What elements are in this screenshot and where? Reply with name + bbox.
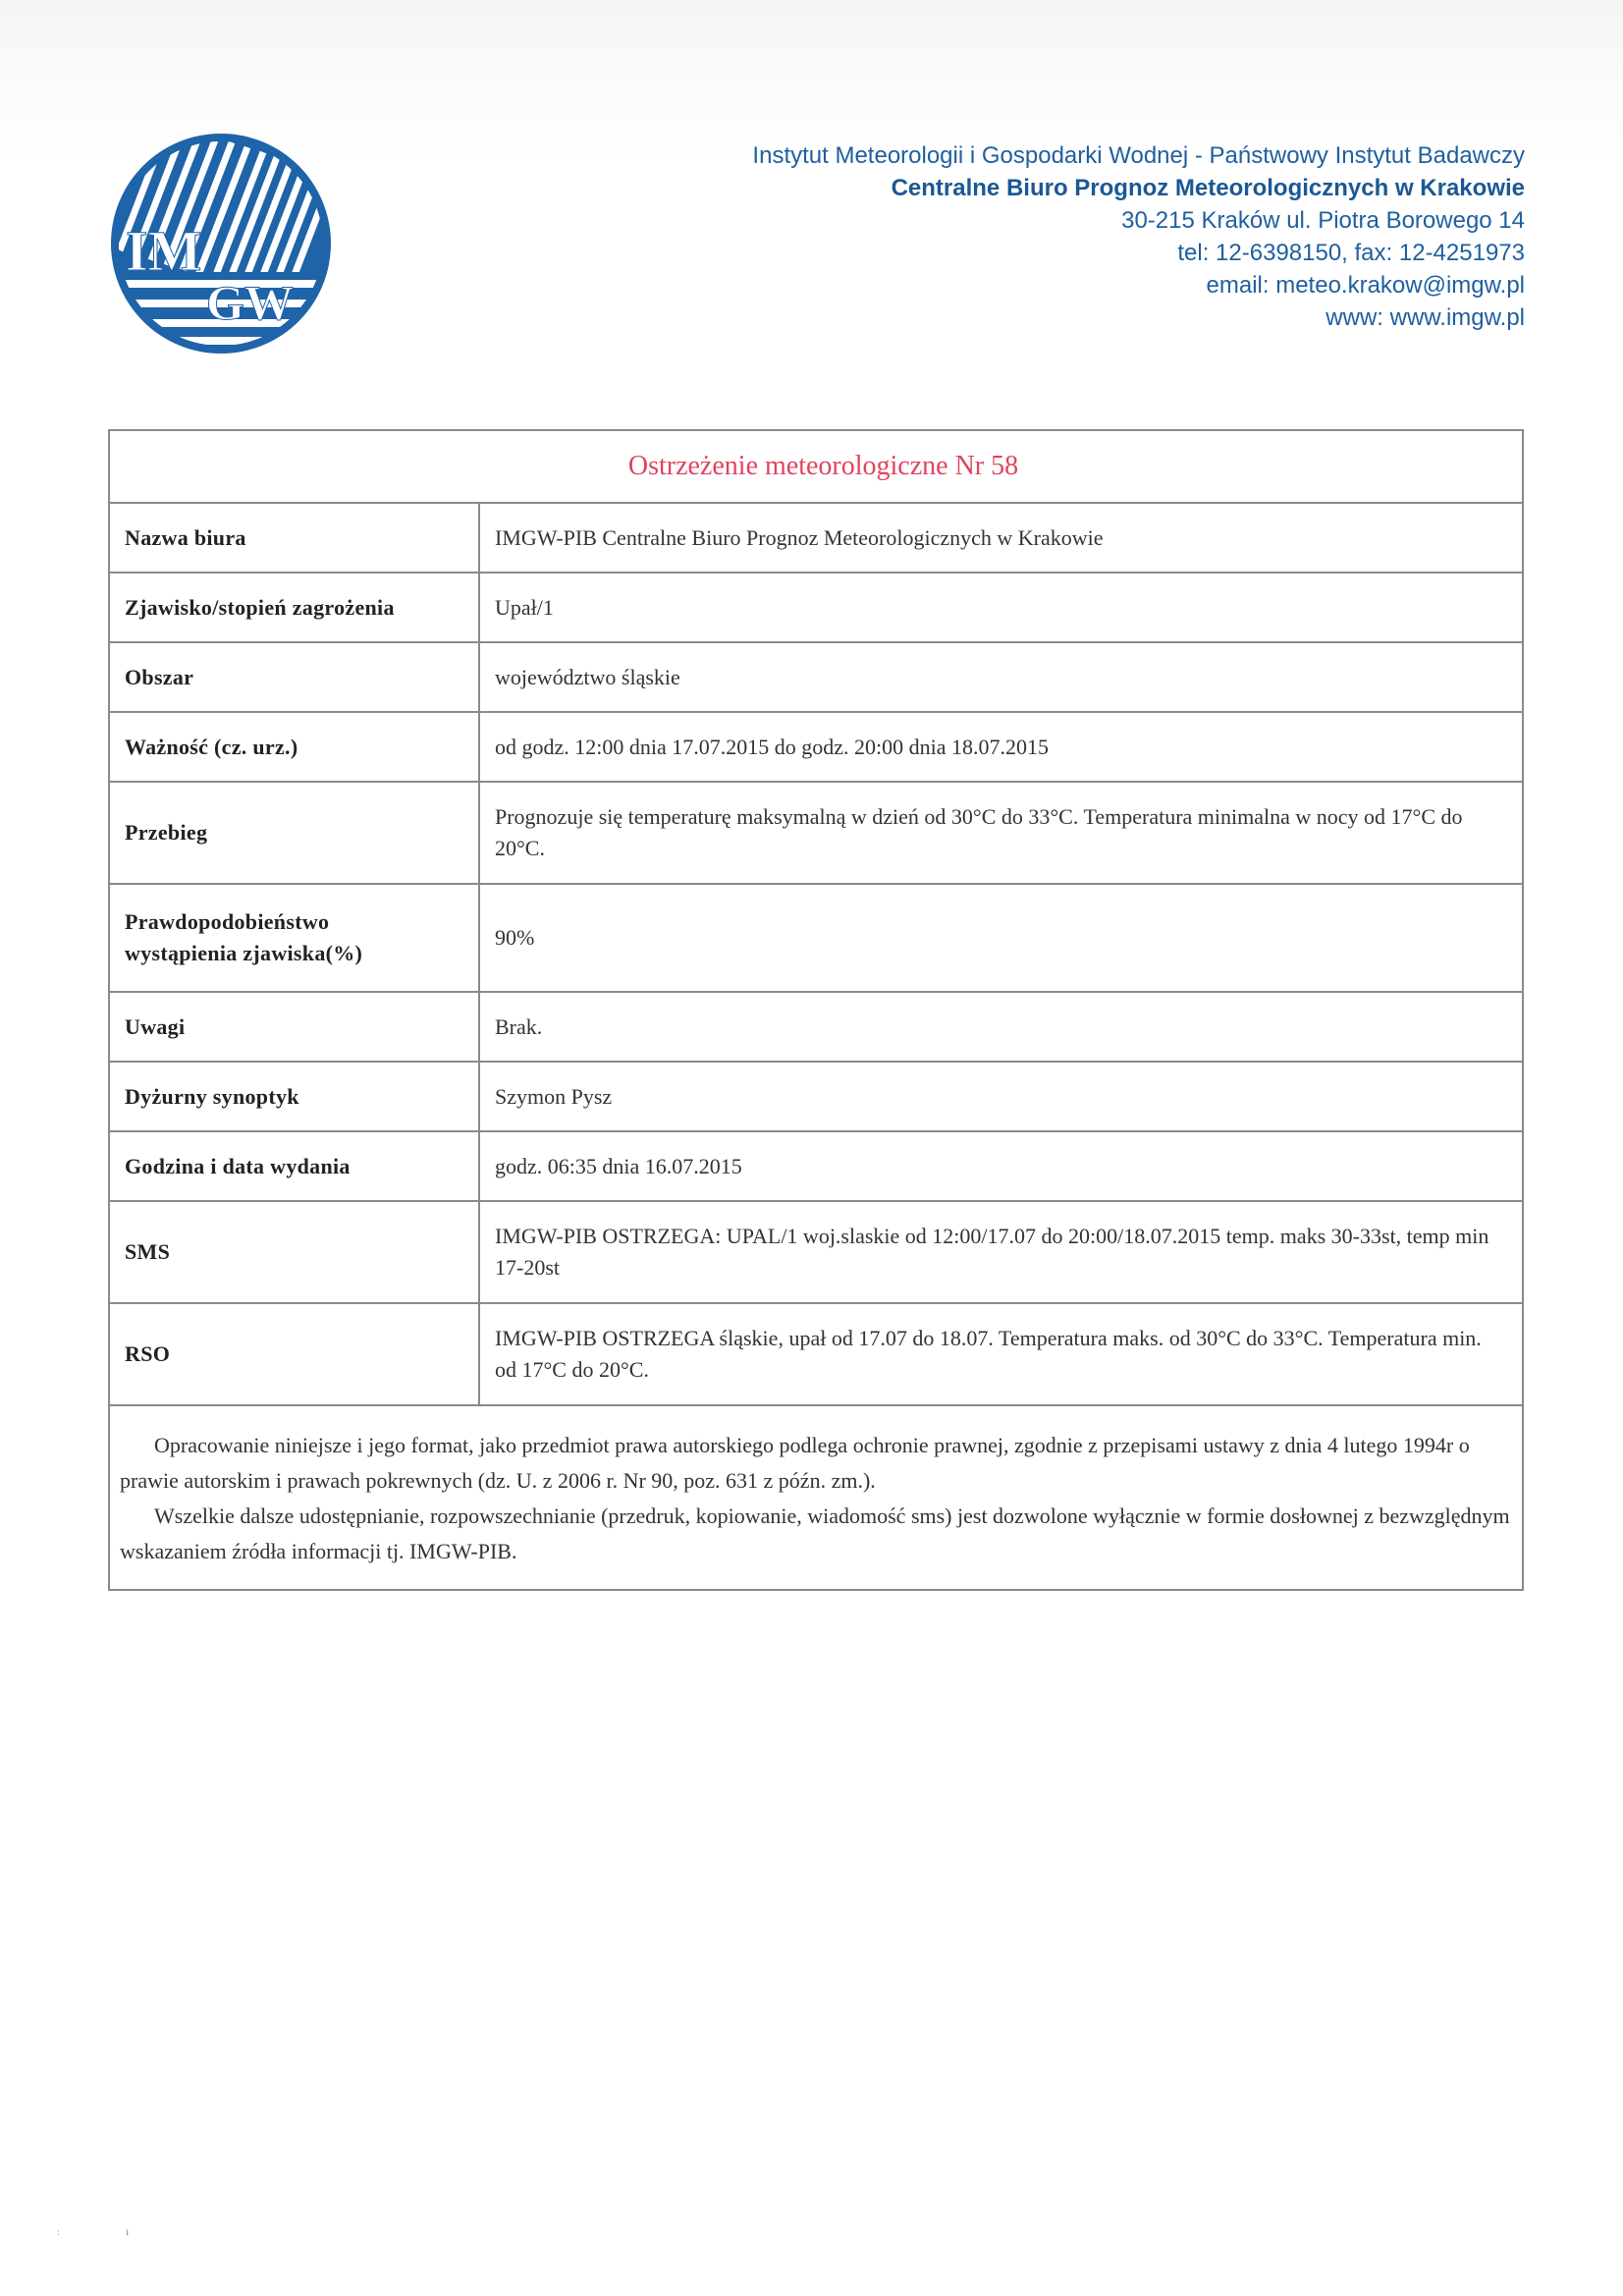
copyright-paragraph-2: Wszelkie dalsze udostępnianie, rozpowszechnianie (przedruk, kopiowanie, wiadomość sms) jest dozwolone wyłącznie w formie dosłownej z bezwzględnym wskazaniem źródła informacji tj. IMGW-PIB. xyxy=(120,1503,1510,1563)
row-value: IMGW-PIB OSTRZEGA śląskie, upał od 17.07 do 18.07. Temperatura maks. od 30°C do 33°C. Temperatura min. od 17°C do 20°C. xyxy=(479,1303,1523,1405)
row-label: Uwagi xyxy=(109,992,479,1062)
row-value: województwo śląskie xyxy=(479,642,1523,712)
table-row xyxy=(109,503,1523,573)
table-row xyxy=(109,1201,1523,1303)
logo-gw-text: GW xyxy=(206,275,294,330)
footer-row xyxy=(109,1405,1523,1590)
warning-title: Ostrzeżenie meteorologiczne Nr 58 xyxy=(109,430,1523,503)
institute-name: Instytut Meteorologii i Gospodarki Wodnej - Państwowy Instytut Badawczy xyxy=(752,142,1525,169)
row-label: SMS xyxy=(109,1201,479,1303)
row-label: Obszar xyxy=(109,642,479,712)
row-value: od godz. 12:00 dnia 17.07.2015 do godz. 20:00 dnia 18.07.2015 xyxy=(479,712,1523,782)
row-value: 90% xyxy=(479,884,1523,992)
logo-im-text: IM xyxy=(126,219,202,283)
row-label: Godzina i data wydania xyxy=(109,1131,479,1201)
row-label: Nazwa biura xyxy=(109,503,479,573)
row-label: Ważność (cz. urz.) xyxy=(109,712,479,782)
office-name: Centralne Biuro Prognoz Meteorologicznych w Krakowie xyxy=(891,175,1525,201)
imgw-logo xyxy=(110,133,332,355)
row-value: Prognozuje się temperaturę maksymalną w dzień od 30°C do 33°C. Temperatura minimalna w nocy od 17°C do 20°C. xyxy=(479,782,1523,884)
title-row xyxy=(109,430,1523,503)
copyright-paragraph-1: Opracowanie niniejsze i jego format, jako przedmiot prawa autorskiego podlega ochronie prawnej, zgodnie z przepisami ustawy z dnia 4 lutego 1994r o prawie autorskim i prawach pokrewnych (dz. U. z 2006 r. Nr 90, poz. 631 z późn. zm.). xyxy=(120,1433,1470,1493)
address: 30-215 Kraków ul. Piotra Borowego 14 xyxy=(1121,207,1525,234)
row-value: IMGW-PIB Centralne Biuro Prognoz Meteorologicznych w Krakowie xyxy=(479,503,1523,573)
row-label: Dyżurny synoptyk xyxy=(109,1062,479,1131)
row-value: Szymon Pysz xyxy=(479,1062,1523,1131)
table-row xyxy=(109,782,1523,884)
row-value: IMGW-PIB OSTRZEGA: UPAL/1 woj.slaskie od 12:00/17.07 do 20:00/18.07.2015 temp. maks 30-33st, temp min 17-20st xyxy=(479,1201,1523,1303)
row-label xyxy=(109,884,479,992)
institute-header xyxy=(752,139,1525,334)
website-link[interactable]: www: www.imgw.pl xyxy=(1325,304,1525,331)
row-label-line1: Prawdopodobieństwo xyxy=(125,909,330,934)
table-row xyxy=(109,1303,1523,1405)
scan-artifact-dots: : xyxy=(57,2227,60,2238)
row-label: Przebieg xyxy=(109,782,479,884)
row-value: godz. 06:35 dnia 16.07.2015 xyxy=(479,1131,1523,1201)
warning-table xyxy=(108,429,1524,1591)
table-row xyxy=(109,573,1523,642)
row-label-line2: wystąpienia zjawiska(%) xyxy=(125,941,363,965)
row-label: Zjawisko/stopień zagrożenia xyxy=(109,573,479,642)
table-row xyxy=(109,884,1523,992)
row-label: RSO xyxy=(109,1303,479,1405)
table-row xyxy=(109,1131,1523,1201)
table-row xyxy=(109,642,1523,712)
row-value: Upał/1 xyxy=(479,573,1523,642)
scan-artifact-mark: ı xyxy=(126,2224,130,2238)
email-link[interactable]: email: meteo.krakow@imgw.pl xyxy=(1206,272,1525,299)
phone-fax: tel: 12-6398150, fax: 12-4251973 xyxy=(1177,240,1525,266)
row-value: Brak. xyxy=(479,992,1523,1062)
imgw-logo-icon xyxy=(110,133,332,355)
table-row xyxy=(109,712,1523,782)
copyright-notice xyxy=(109,1405,1523,1590)
table-row xyxy=(109,992,1523,1062)
table-row xyxy=(109,1062,1523,1131)
